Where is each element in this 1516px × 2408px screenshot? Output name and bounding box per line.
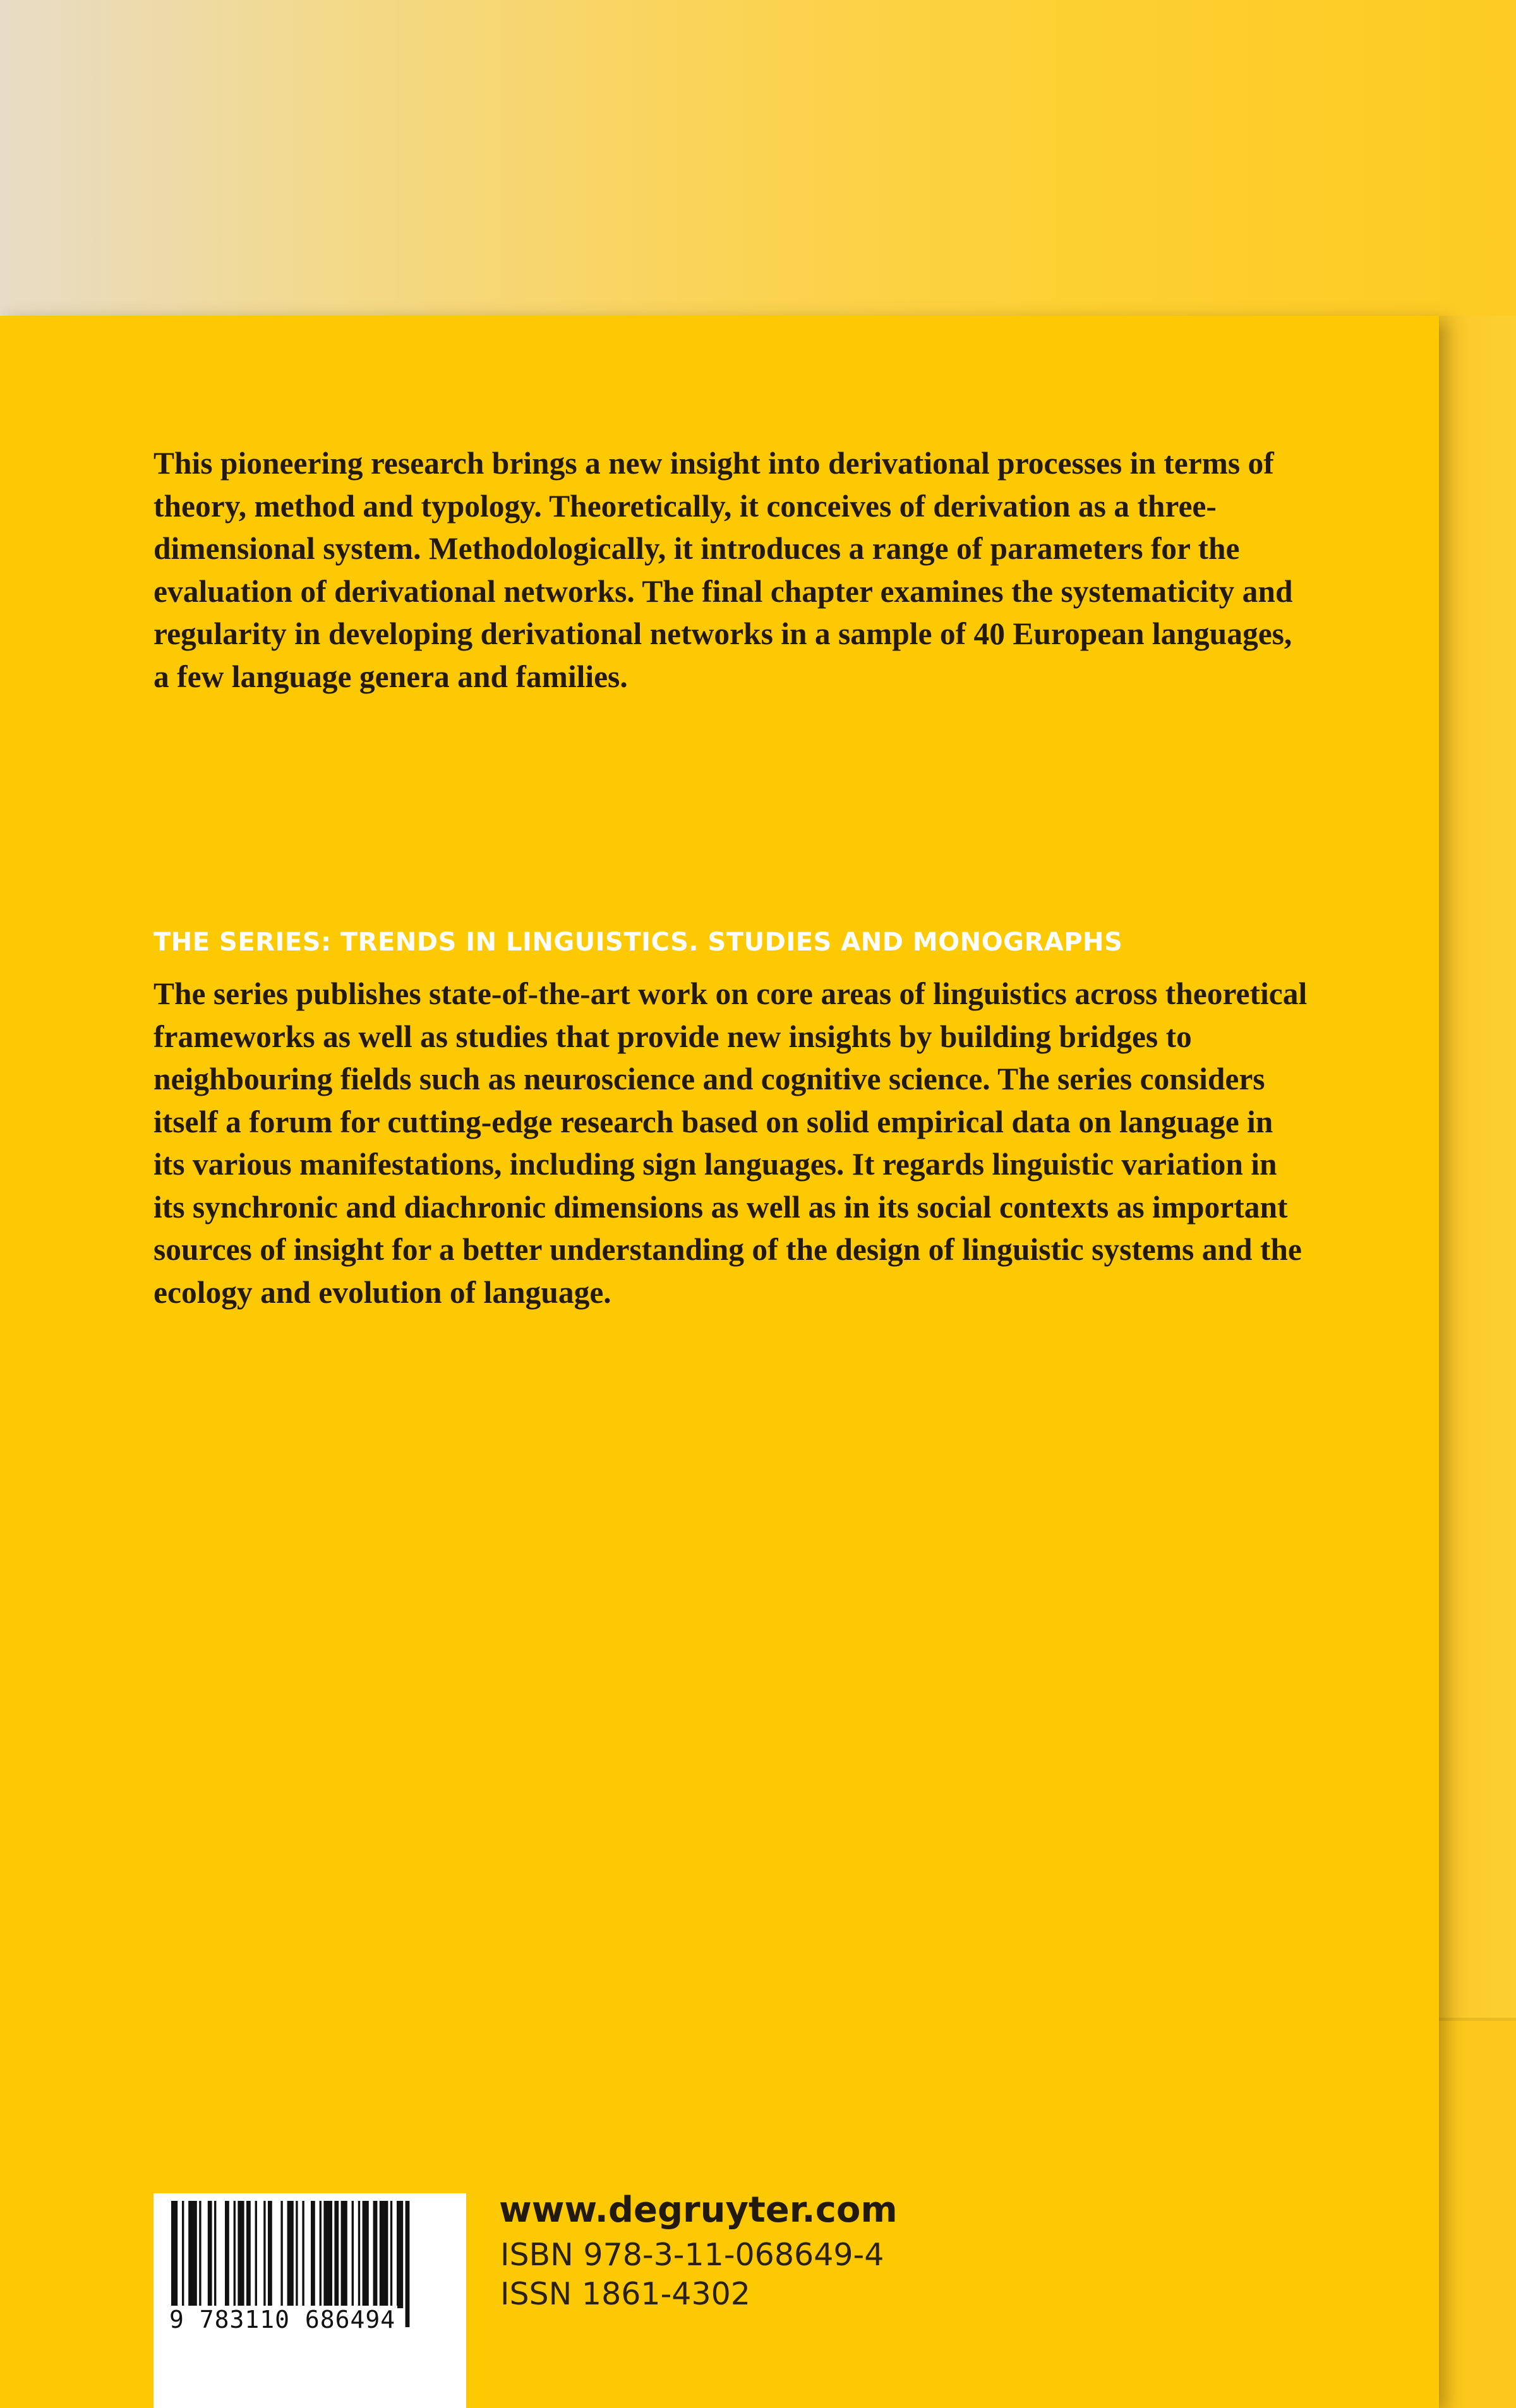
cover-edge <box>1439 316 1516 2021</box>
barcode-bar <box>238 2201 244 2308</box>
issn: ISSN 1861-4302 <box>500 2276 750 2312</box>
barcode-bar <box>280 2201 282 2308</box>
barcode-bar <box>311 2201 315 2308</box>
barcode-bar <box>246 2201 251 2308</box>
background-lower-right <box>1439 2021 1516 2408</box>
barcode-bar <box>363 2201 369 2308</box>
barcode-bar <box>341 2201 347 2308</box>
barcode-bar <box>334 2201 339 2308</box>
barcode-bar <box>287 2201 294 2308</box>
barcode-digits: 9 783110 686494 <box>167 2306 397 2333</box>
barcode-bar <box>352 2201 354 2308</box>
series-description: The series publishes state-of-the-art work on core areas of linguistics across theoretical frameworks as well as studies that provide new insights by building bridges to neighbouring fields such as neuroscience and cognitive science. The series considers itself a forum for cutting-edge research based on solid empirical data on language in its various manifestations, including sign languages. It regards linguistic variation in its synchronic and diachronic dimensions as well as in its social contexts as important sources of insight for a better understanding of the design of linguistic systems and the ecology and evolution of language. <box>153 976 1308 1310</box>
barcode-bar <box>390 2201 392 2308</box>
barcode-bar <box>234 2201 236 2308</box>
publisher-website[interactable]: www.degruyter.com <box>499 2189 898 2231</box>
book-description: This pioneering research brings a new insight into derivational processes in terms of theory, method and typology. Theoretically, it conceives of derivation as a three-dimensional system. Methodologically, it introduces a range of parameters for the evaluation of derivational networks. The final chapter examines the systematicity and regularity in developing derivational networks in a sample of 40 European languages, a few language genera and families. <box>153 446 1293 694</box>
barcode-bar <box>406 2201 410 2327</box>
barcode-bar <box>263 2201 265 2308</box>
barcode-bar <box>255 2201 257 2308</box>
background-gradient <box>0 0 1516 316</box>
barcode-bar <box>268 2201 272 2308</box>
barcode-bar <box>320 2201 322 2308</box>
barcode-bar <box>199 2201 201 2308</box>
isbn: ISBN 978-3-11-068649-4 <box>500 2237 884 2273</box>
barcode-bar <box>225 2201 229 2308</box>
barcode-bar <box>380 2201 388 2308</box>
barcode <box>153 2193 466 2408</box>
barcode-bar <box>373 2201 378 2308</box>
barcode-bar <box>188 2201 197 2308</box>
barcode-bar <box>208 2201 212 2308</box>
series-title: THE SERIES: TRENDS IN LINGUISTICS. STUDIES AND MONOGRAPHS <box>153 928 1123 957</box>
barcode-bar <box>397 2201 403 2308</box>
barcode-bar <box>358 2201 360 2308</box>
barcode-bar <box>214 2201 216 2308</box>
barcode-bar <box>323 2201 332 2308</box>
barcode-bar <box>302 2201 304 2308</box>
